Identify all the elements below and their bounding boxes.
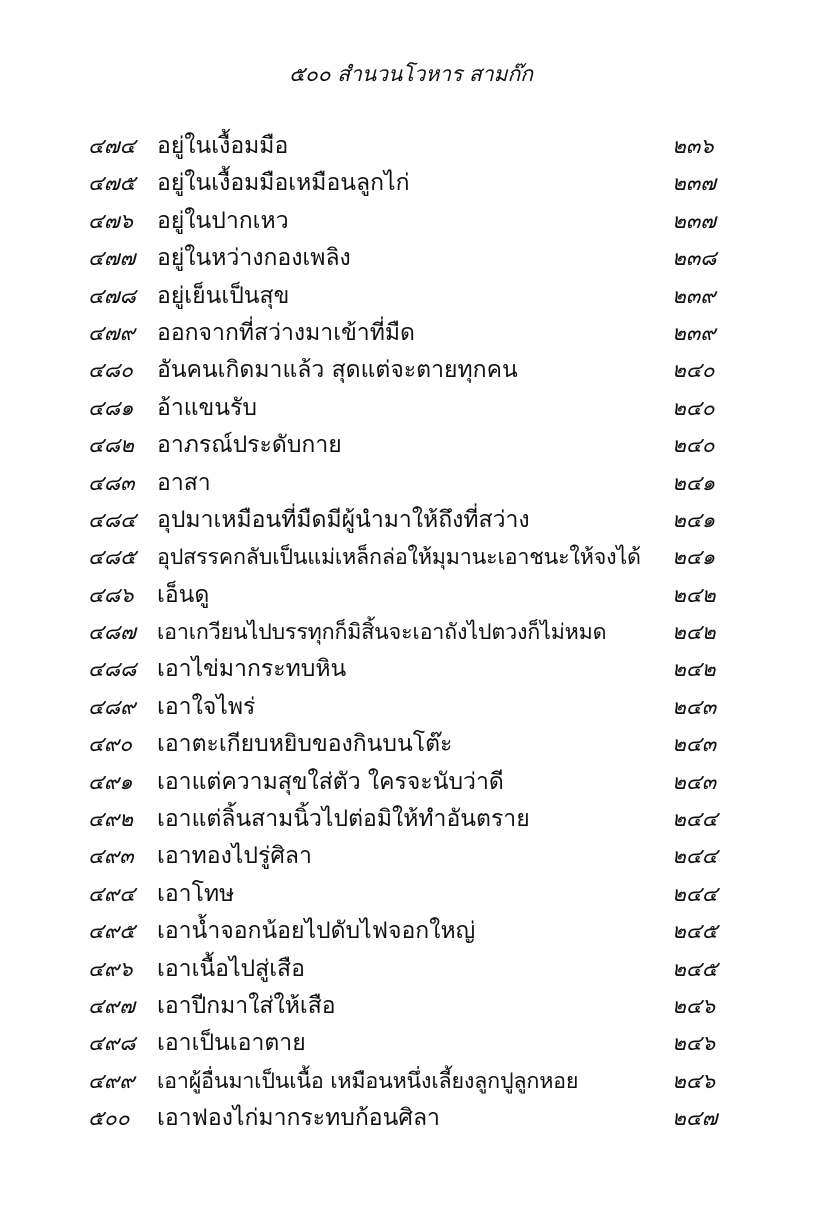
entry-page-number: ๒๔๕ xyxy=(672,956,718,981)
toc-entry xyxy=(0,651,822,688)
entry-title: อยู่ในเงื้อมมือเหมือนลูกไก่ xyxy=(157,170,410,197)
entry-number: ๔๙๑ xyxy=(88,769,133,794)
entry-number: ๔๗๖ xyxy=(88,208,134,233)
entry-number: ๔๘๙ xyxy=(88,694,136,719)
toc-entry xyxy=(0,1025,822,1062)
entry-page-number: ๒๔๓ xyxy=(672,769,717,794)
entry-title: เอาเป็นเอาตาย xyxy=(157,1030,306,1057)
entry-page-number: ๒๔๒ xyxy=(672,620,716,645)
toc-entry xyxy=(0,951,822,988)
entry-number: ๔๘๑ xyxy=(88,395,134,420)
toc-entry xyxy=(0,913,822,950)
entry-number: ๔๘๒ xyxy=(88,433,134,458)
entry-number: ๔๘๓ xyxy=(88,470,135,495)
entry-page-number: ๒๔๑ xyxy=(672,470,716,495)
entry-number: ๔๙๓ xyxy=(88,844,134,869)
entry-title: อันคนเกิดมาแล้ว สุดแต่จะตายทุกคน xyxy=(157,357,518,384)
toc-entry xyxy=(0,278,822,315)
entry-page-number: ๒๔๒ xyxy=(672,582,716,607)
toc-entry xyxy=(0,988,822,1025)
entry-title: เอาตะเกียบหยิบของกินบนโต๊ะ xyxy=(157,731,453,758)
entry-title: เอาเนื้อไปสู่เสือ xyxy=(157,955,305,982)
entry-number: ๔๗๗ xyxy=(88,246,136,271)
toc-entry xyxy=(0,726,822,763)
entry-page-number: ๒๓๖ xyxy=(672,134,714,158)
entry-number: ๔๗๘ xyxy=(88,283,136,308)
toc-entry xyxy=(0,614,822,651)
toc-entry xyxy=(0,876,822,913)
entry-page-number: ๒๔๖ xyxy=(672,1068,716,1093)
entry-number: ๔๘๖ xyxy=(88,582,134,607)
entry-title: อุปสรรคกลับเป็นแม่เหล็กล่อให้มุมานะเอาชนะให้จงได้ xyxy=(157,545,641,571)
toc-entry xyxy=(0,352,822,389)
toc-entry xyxy=(0,390,822,427)
toc-entry xyxy=(0,427,822,464)
entry-title: อยู่เย็นเป็นสุข xyxy=(157,282,290,309)
entry-page-number: ๒๔๖ xyxy=(672,993,716,1018)
entry-title: เอาไข่มากระทบหิน xyxy=(157,656,347,683)
page-header: ๕๐๐ สำนวนโวหาร สามก๊ก xyxy=(289,62,533,86)
entry-number: ๔๗๔ xyxy=(88,134,136,158)
entry-number: ๔๘๔ xyxy=(88,507,136,532)
entry-title: อาสา xyxy=(157,469,211,496)
entry-title: เอาปีกมาใส่ให้เสือ xyxy=(157,992,336,1019)
toc-entry xyxy=(0,315,822,352)
entry-page-number: ๒๔๐ xyxy=(672,395,715,420)
entry-title: อาภรณ์ประดับกาย xyxy=(157,432,342,459)
entry-number: ๔๗๙ xyxy=(88,320,136,345)
toc-entry xyxy=(0,689,822,726)
entry-title: อ้าแขนรับ xyxy=(157,394,257,421)
entry-page-number: ๒๔๔ xyxy=(672,844,718,869)
entry-number: ๔๘๐ xyxy=(88,358,133,383)
entry-title: เอาน้ำจอกน้อยไปดับไฟจอกใหญ่ xyxy=(157,918,476,945)
entry-number: ๔๙๙ xyxy=(88,1068,135,1093)
entry-title: เอาโทษ xyxy=(157,880,235,907)
toc-entry xyxy=(0,1063,822,1100)
entry-title: เอาแต่ลิ้นสามนิ้วไปต่อมิให้ทำอันตราย xyxy=(157,806,530,833)
entry-number: ๔๙๖ xyxy=(88,956,133,981)
toc-entry xyxy=(0,838,822,875)
entry-title: เอาใจไพร่ xyxy=(157,693,256,720)
entry-page-number: ๒๓๗ xyxy=(672,208,716,233)
toc-entry xyxy=(0,539,822,576)
entry-page-number: ๒๔๑ xyxy=(672,507,716,532)
entry-title: อยู่ในเงื้อมมือ xyxy=(157,133,289,159)
toc-entry xyxy=(0,801,822,838)
entry-page-number: ๒๔๕ xyxy=(672,919,718,944)
entry-page-number: ๒๓๗ xyxy=(672,171,716,196)
entry-number: ๔๘๕ xyxy=(88,545,136,570)
toc-entry xyxy=(0,577,822,614)
entry-page-number: ๒๔๔ xyxy=(672,881,718,906)
entry-title: เอาทองไปรู่ศิลา xyxy=(157,843,312,870)
entry-title: อยู่ในหว่างกองเพลิง xyxy=(157,245,351,272)
entry-page-number: ๒๔๓ xyxy=(672,732,717,757)
toc-entry xyxy=(0,240,822,277)
toc-entry xyxy=(0,764,822,801)
toc-list xyxy=(0,128,822,1138)
entry-title: อุปมาเหมือนที่มืดมีผู้นำมาให้ถึงที่สว่าง xyxy=(157,506,530,533)
toc-entry xyxy=(0,502,822,539)
entry-page-number: ๒๓๙ xyxy=(672,320,716,345)
entry-page-number: ๒๔๗ xyxy=(672,1106,718,1131)
toc-entry xyxy=(0,203,822,240)
entry-page-number: ๒๔๔ xyxy=(672,807,718,832)
entry-number: ๔๙๘ xyxy=(88,1031,136,1056)
entry-number: ๔๙๐ xyxy=(88,732,133,757)
entry-title: อยู่ในปากเหว xyxy=(157,207,289,234)
entry-number: ๔๙๗ xyxy=(88,993,136,1018)
entry-page-number: ๒๓๘ xyxy=(672,246,717,271)
entry-page-number: ๒๓๙ xyxy=(672,283,716,308)
entry-number: ๔๘๘ xyxy=(88,657,137,682)
entry-number: ๔๙๒ xyxy=(88,807,134,832)
entry-page-number: ๒๔๓ xyxy=(672,694,717,719)
entry-page-number: ๒๔๒ xyxy=(672,657,716,682)
toc-entry xyxy=(0,1100,822,1137)
entry-number: ๔๗๕ xyxy=(88,171,136,196)
entry-number: ๔๙๕ xyxy=(88,919,136,944)
toc-entry xyxy=(0,165,822,202)
entry-page-number: ๒๔๐ xyxy=(672,433,715,458)
entry-page-number: ๒๔๑ xyxy=(672,545,716,570)
entry-title: เอ็นดู xyxy=(157,581,210,608)
entry-title: เอาฟองไก่มากระทบก้อนศิลา xyxy=(157,1105,440,1132)
entry-title: เอาผู้อื่นมาเป็นเนื้อ เหมือนหนึ่งเลี้ยงลูกปูลูกหอย xyxy=(157,1068,579,1094)
entry-title: เอาแต่ความสุขใส่ตัว ใครจะนับว่าดี xyxy=(157,768,504,795)
entry-title: เอาเกวียนไปบรรทุกก็มิสิ้นจะเอาถังไปตวงก็ไม่หมด xyxy=(157,620,607,646)
toc-entry xyxy=(0,128,822,165)
entry-page-number: ๒๔๐ xyxy=(672,358,715,383)
entry-title: ออกจากที่สว่างมาเข้าที่มืด xyxy=(157,319,415,346)
entry-number: ๔๙๔ xyxy=(88,881,136,906)
entry-number: ๔๘๗ xyxy=(88,620,136,645)
entry-page-number: ๒๔๖ xyxy=(672,1031,716,1056)
toc-entry xyxy=(0,465,822,502)
entry-number: ๕๐๐ xyxy=(88,1106,130,1131)
